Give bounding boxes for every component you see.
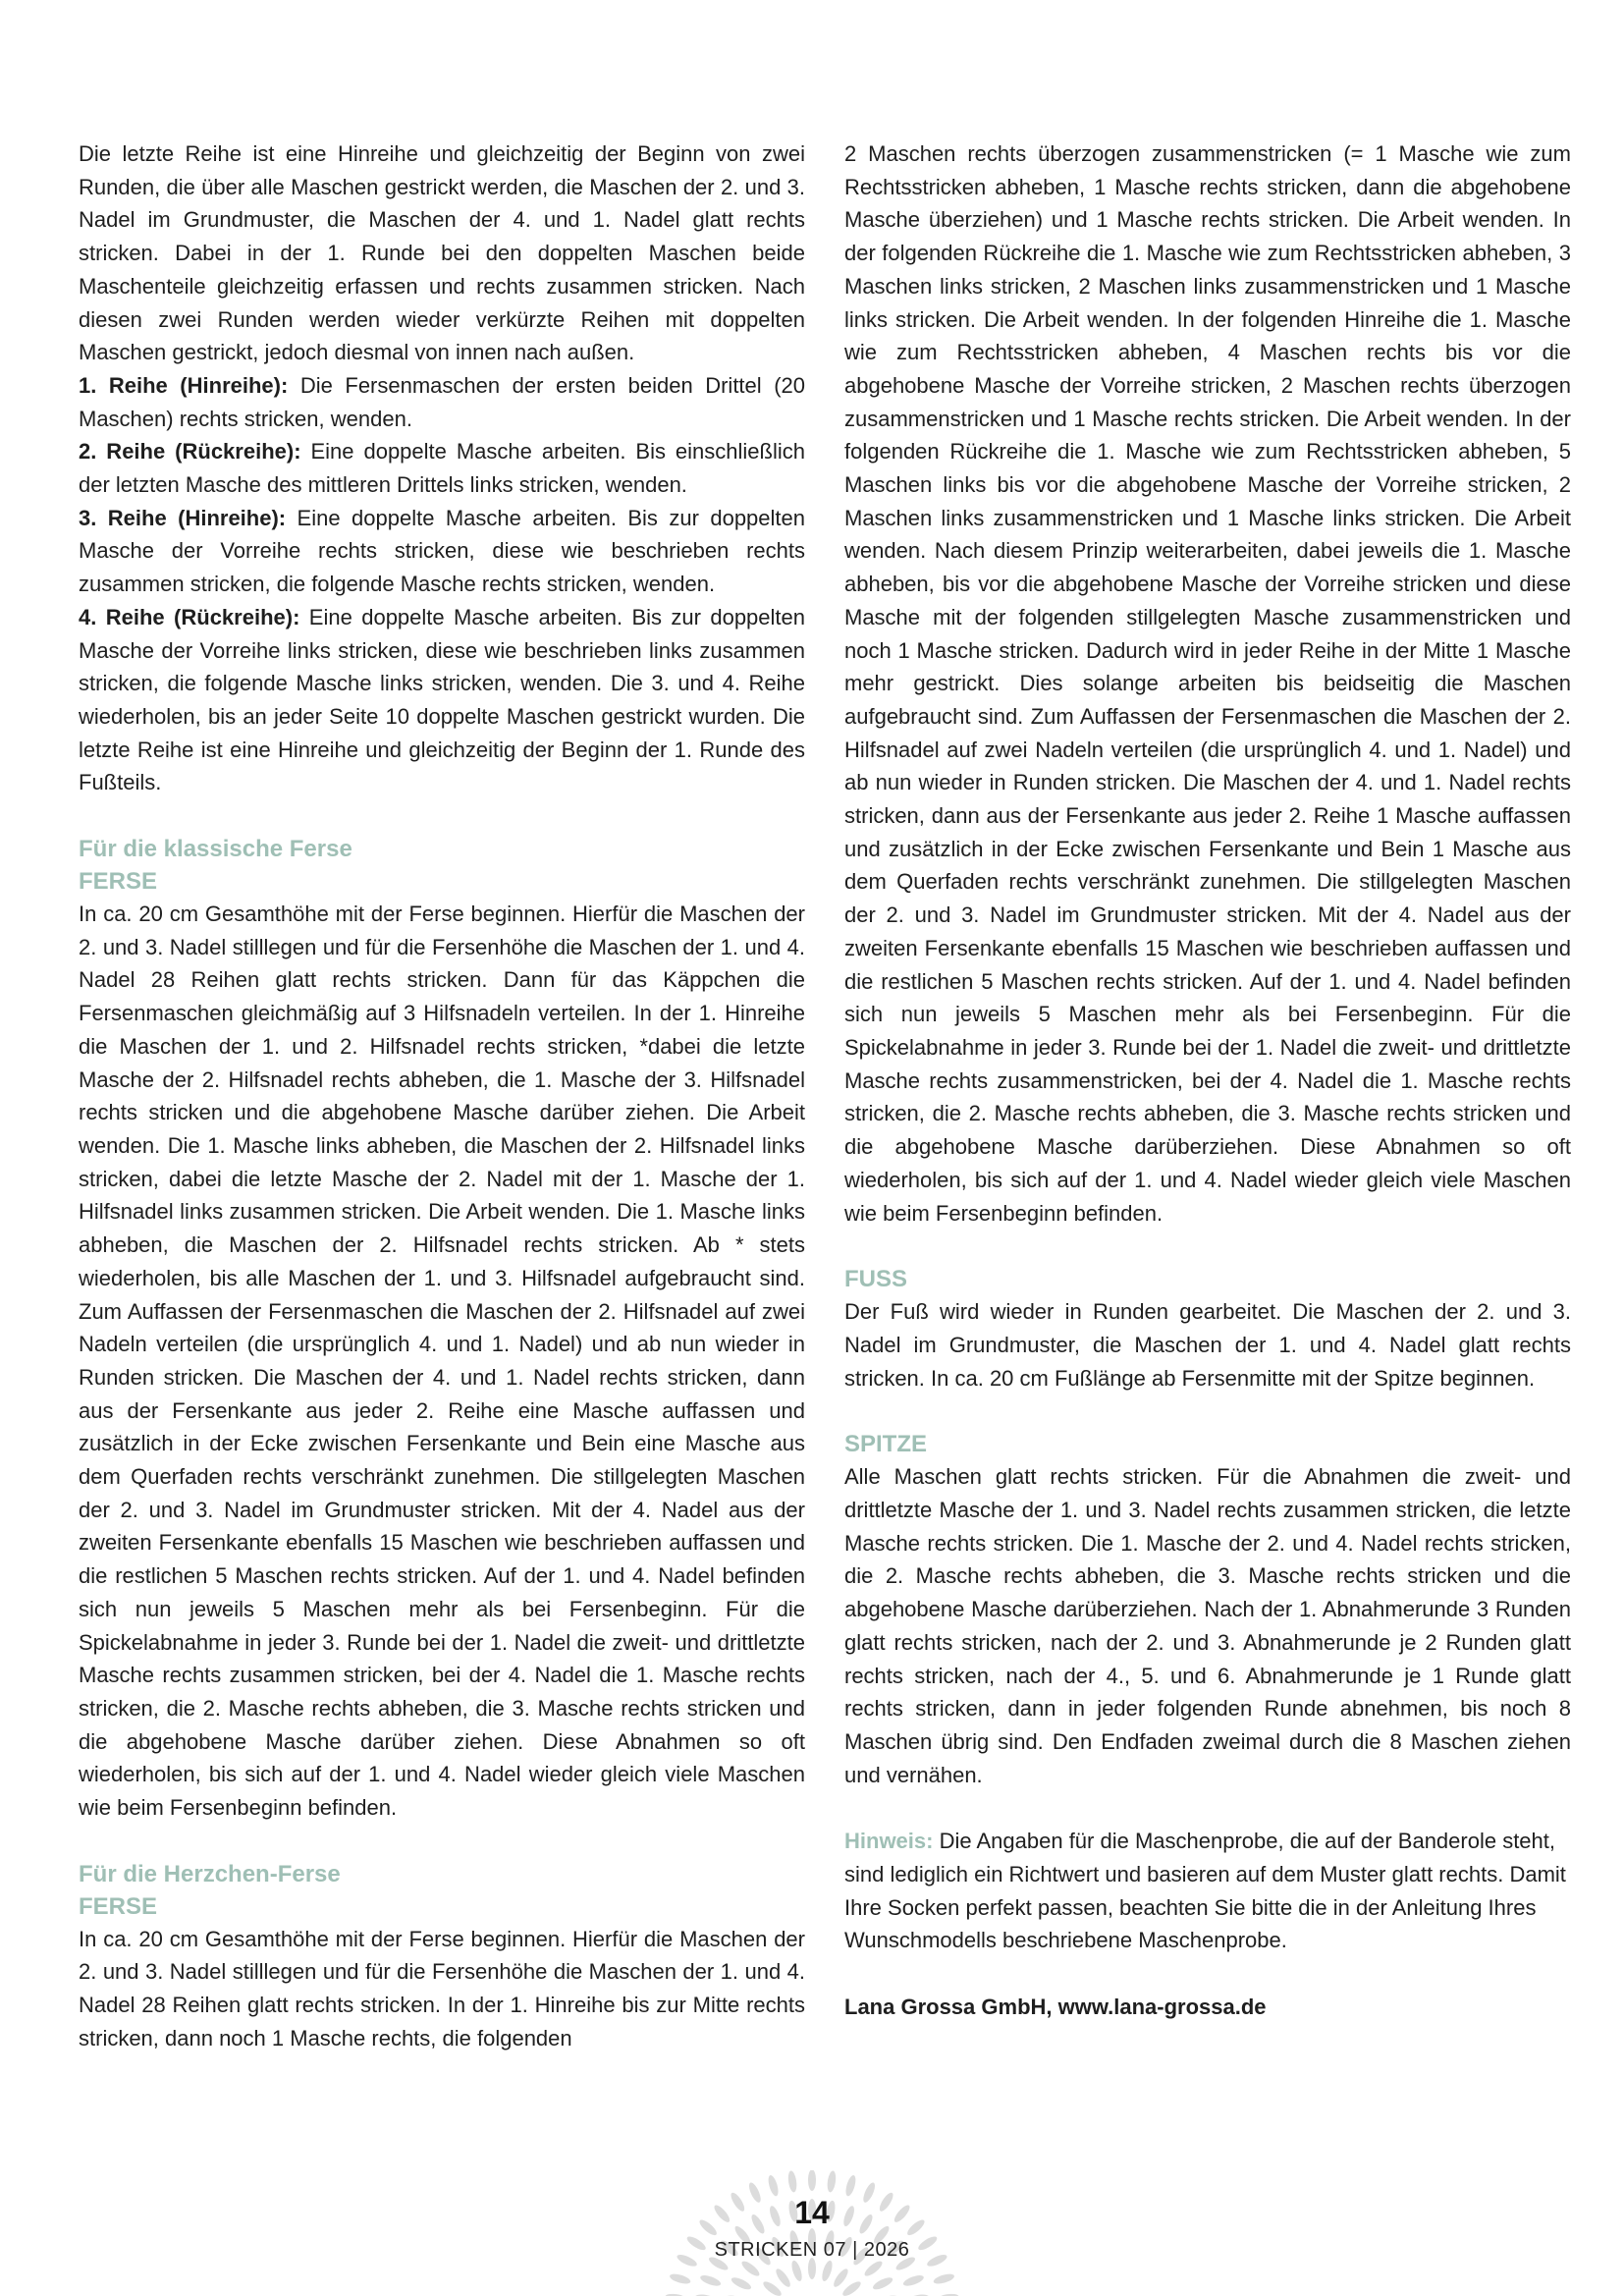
classic-heel-subheading: FERSE	[79, 868, 158, 896]
burst-petal	[767, 2174, 781, 2197]
burst-petal	[787, 2170, 798, 2193]
burst-petal	[820, 2260, 834, 2282]
burst-petal	[902, 2273, 925, 2288]
burst-petal	[699, 2273, 722, 2288]
burst-petal	[789, 2260, 803, 2282]
row-label: 2. Reihe (Rückreihe):	[79, 439, 301, 465]
burst-petal	[739, 2259, 761, 2278]
burst-petal	[665, 2293, 687, 2296]
burst-petal	[871, 2275, 893, 2292]
row-label: 1. Reihe (Hinreihe):	[79, 372, 289, 398]
heart-heel-continued: 2 Maschen rechts überzogen zusammenstricken (= 1 Masche wie zum Rechtsstricken abheben, 1 Masche rechts stricken, dann die abgehobene Masche überziehen) und 1 Masche rechts stricken. Die Arbeit wenden. In der folgenden Rückreihe die 1. Masche wie zum Rechtsstricken abheben, 3 Maschen links stricken, 2 Maschen links zusammenstricken und 1 Masche links stricken. Die Arbeit wenden. In der folgenden Hinreihe die 1. Masche wie zum Rechtsstricken abheben, 4 Maschen rechts bis vor die abgehobene Masche der Vorreihe stricken, 2 Maschen rechts überzogen zusammenstricken und 1 Masche rechts stricken. Die Arbeit wenden. In der folgenden Rückreihe die 1. Masche wie zum Rechtsstricken abheben, 5 Maschen links bis vor die abgehobene Masche der Vorreihe stricken, 2 Maschen links zusammenstricken und 1 Masche links stricken. Die Arbeit wenden. Nach diesem Prinzip weiterarbeiten, dabei jeweils die 1. Masche abheben, bis vor die abgehobene Masche der Vorreihe stricken und diese Masche mit der folgenden stillgelegten Masche zusammenstricken und noch 1 Masche stricken. Dadurch wird in jeder Reihe in der Mitte 1 Masche mehr gestrickt. Dies solange arbeiten bis beidseitig die Maschen aufgebraucht sind. Zum Auffassen der Fersenmaschen die Maschen der 2. Hilfsnadel auf zwei Nadeln verteilen (die ursprünglich 4. und 1. Nadel) und ab nun wieder in Runden stricken. Die Maschen der 4. und 1. Nadel rechts stricken, dann aus der Fersenkante aus jeder 2. Reihe 1 Masche auffassen und zusätzlich in der Ecke zwischen Fersenkante und Bein 1 Masche aus dem Querfaden rechts verschränkt zunehmen. Die stillgelegten Maschen der 2. und 3. Nadel im Grundmuster stricken. Mit der 4. Nadel aus der zweiten Fersenkante ebenfalls 15 Maschen wie beschrieben auffassen und die restlichen 5 Maschen rechts stricken. Auf der 1. und 4. Nadel befinden sich nun jeweils 5 Maschen mehr als bei Fersenbeginn. Für die Spickelabnahme in jeder 3. Runde bei der 1. Nadel die zweit- und drittletzte Masche rechts zusammenstricken, bei der 4. Nadel die 1. Masche rechts stricken, die 2. Masche rechts abheben, die 3. Masche rechts stricken und die abgehobene Masche darüberziehen. Diese Abnahmen so oft wiederholen, bis sich auf der 1. und 4. Nadel wieder gleich viele Maschen wie beim Fersenbeginn befinden.	[844, 141, 1571, 1226]
heart-heel-subheading: FERSE	[79, 1892, 158, 1920]
heart-heel-heading: Für die Herzchen-Ferse	[79, 1860, 341, 1887]
row-2	[79, 435, 805, 501]
burst-petal	[808, 2170, 816, 2191]
row-text: Eine doppelte Masche arbeiten. Bis zur doppelten Masche der Vorreihe links stricken, diese wie beschrieben links zusammen stricken, die folgende Masche links stricken, wenden. Die 3. und 4. Reihe wiederholen, bis an jeder Seite 10 doppelte Maschen gestrickt wurden. Die letzte Reihe ist eine Hinreihe und gleichzeitig der Beginn der 1. Runde des Fußteils.	[79, 604, 805, 795]
decorative-burst-icon	[665, 2170, 959, 2296]
burst-petal	[669, 2272, 691, 2286]
row-3	[79, 502, 805, 601]
row-text: Eine doppelte Masche arbeiten. Bis zur doppelten Masche der Vorreihe rechts stricken, diese wie beschrieben rechts zusammen stricken, die folgende Masche rechts stricken, wenden.	[79, 505, 805, 597]
hint-paragraph	[844, 1825, 1571, 1957]
heart-heel-text: In ca. 20 cm Gesamthöhe mit der Ferse beginnen. Hierfür die Maschen der 2. und 3. Nadel stilllegen und für die Fersenhöhe die Maschen der 1. und 4. Nadel 28 Reihen glatt rechts stricken. In der 1. Hinreihe bis zur Mitte rechts stricken, dann noch 1 Masche rechts, die folgenden	[79, 1926, 805, 2050]
burst-petal	[844, 2174, 858, 2197]
burst-petal	[933, 2272, 955, 2286]
page-number: 14	[794, 2195, 830, 2230]
magazine-issue: STRICKEN 07 | 2026	[714, 2239, 910, 2261]
publisher-credit: Lana Grossa GmbH, www.lana-grossa.de	[844, 1995, 1267, 2020]
hint-label: Hinweis:	[844, 1829, 934, 1854]
burst-petal	[832, 2267, 850, 2289]
burst-petal	[826, 2170, 837, 2193]
classic-heel-text: In ca. 20 cm Gesamthöhe mit der Ferse beginnen. Hierfür die Maschen der 2. und 3. Nadel stilllegen und für die Fersenhöhe die Maschen der 1. und 4. Nadel 28 Reihen glatt rechts stricken. Dann für das Käppchen die Fersenmaschen gleichmäßig auf 3 Hilfsnadeln verteilen. In der 1. Hinreihe die Maschen der 1. und 2. Hilfsnadel rechts stricken, *dabei die letzte Masche der 2. Hilfsnadel rechts abheben, die 1. Masche der 3. Hilfsnadel rechts stricken und die abgehobene Masche darüber ziehen. Die Arbeit wenden. Die 1. Masche links abheben, die Maschen der 2. Hilfsnadel links stricken, dabei die letzte Masche der 2. Nadel mit der 1. Masche der 1. Hilfsnadel links zusammen stricken. Die Arbeit wenden. Die 1. Masche links abheben, die Maschen der 2. Hilfsnadel rechts stricken. Ab * stets wiederholen, bis alle Maschen der 1. und 3. Hilfsnadel aufgebraucht sind. Zum Auffassen der Fersenmaschen die Maschen der 2. Hilfsnadel auf zwei Nadeln verteilen (die ursprünglich 4. und 1. Nadel) und ab nun wieder in Runden stricken. Die Maschen der 4. und 1. Nadel rechts stricken, dann aus der Fersenkante aus jeder 2. Reihe eine Masche auffassen und zusätzlich in der Ecke zwischen Fersenkante und Bein eine Masche aus dem Querfaden rechts verschränkt zunehmen. Die stillgelegten Maschen der 2. und 3. Nadel im Grundmuster stricken. Mit der 4. Nadel aus der zweiten Fersenkante ebenfalls 15 Maschen wie beschrieben auffassen und die restlichen 5 Maschen rechts stricken. Auf der 1. und 4. Nadel befinden sich nun jeweils 5 Maschen mehr als bei Fersenbeginn. Für die Spickelabnahme in jeder 3. Runde bei der 1. Nadel die zweit- und drittletzte Masche rechts zusammen stricken, bei der 4. Nadel die 1. Masche rechts stricken, die 2. Masche rechts abheben, die 3. Masche rechts stricken und die abgehobene Masche darüber ziehen. Diese Abnahmen so oft wiederholen, bis sich auf der 1. und 4. Nadel wieder gleich viele Maschen wie beim Fersenbeginn befinden.	[79, 902, 805, 1821]
burst-petal	[937, 2293, 959, 2296]
row-label: 3. Reihe (Hinreihe):	[79, 505, 287, 530]
burst-petal	[774, 2267, 792, 2289]
row-label: 4. Reihe (Rückreihe):	[79, 604, 300, 629]
row-text: Eine doppelte Masche arbeiten. Bis einschließlich der letzten Masche des mittleren Drittels links stricken, wenden.	[79, 439, 805, 498]
row-text: Die Fersenmaschen der ersten beiden Drittel (20 Maschen) rechts stricken, wenden.	[79, 372, 805, 431]
burst-petal	[730, 2275, 752, 2292]
left-column	[79, 137, 805, 2055]
hint-text: Die Angaben für die Maschenprobe, die auf der Banderole steht, sind lediglich ein Richtwert und basieren auf dem Muster glatt rechts. Damit Ihre Socken perfekt passen, beachten Sie bitte die in der Anleitung Ihres Wunschmodells beschriebene Maschenprobe.	[844, 1829, 1566, 1953]
row-1	[79, 369, 805, 435]
burst-petal	[761, 2279, 784, 2296]
classic-heel-heading: Für die klassische Ferse	[79, 836, 352, 863]
toe-text: Alle Maschen glatt rechts stricken. Für die Abnahmen die zweit- und drittletzte Masche der 1. und 3. Nadel rechts zusammen stricken, die letzte Masche rechts stricken. Die 1. Masche der 2. und 4. Nadel rechts stricken, die 2. Masche rechts abheben, die 3. Masche rechts stricken und die abgehobene Masche darüberziehen. Nach der 1. Abnahmerunde 3 Runden glatt rechts stricken, nach der 2. und 3. Abnahmerunde je 2 Runden glatt rechts stricken, nach der 4., 5. und 6. Abnahmerunde je 1 Runde glatt rechts stricken, dann in jeder folgenden Runde abnehmen, bis noch 8 Maschen übrig sind. Den Endfaden zweimal durch die 8 Maschen ziehen und vernähen.	[844, 1464, 1571, 1787]
foot-heading: FUSS	[844, 1266, 908, 1293]
burst-petal	[862, 2259, 884, 2278]
intro-paragraph: Die letzte Reihe ist eine Hinreihe und gleichzeitig der Beginn von zwei Runden, die über alle Maschen gestrickt werden, die Maschen der 2. und 3. Nadel im Grundmuster, die Maschen der 4. und 1. Nadel glatt rechts stricken. Dabei in der 1. Runde bei den doppelten Maschen beide Maschenteile gleichzeitig erfassen und rechts zusammen stricken. Nach diesen zwei Runden werden wieder verkürzte Reihen mit doppelten Maschen gestrickt, jedoch diesmal von innen nach außen.	[79, 141, 805, 365]
row-4	[79, 601, 805, 799]
right-column	[844, 137, 1571, 2024]
burst-petal	[840, 2279, 863, 2296]
foot-text: Der Fuß wird wieder in Runden gearbeitet. Die Maschen der 2. und 3. Nadel im Grundmuster, die Maschen der 1. und 4. Nadel glatt rechts stricken. In ca. 20 cm Fußlänge ab Fersenmitte mit der Spitze beginnen.	[844, 1299, 1571, 1391]
toe-heading: SPITZE	[844, 1431, 928, 1458]
